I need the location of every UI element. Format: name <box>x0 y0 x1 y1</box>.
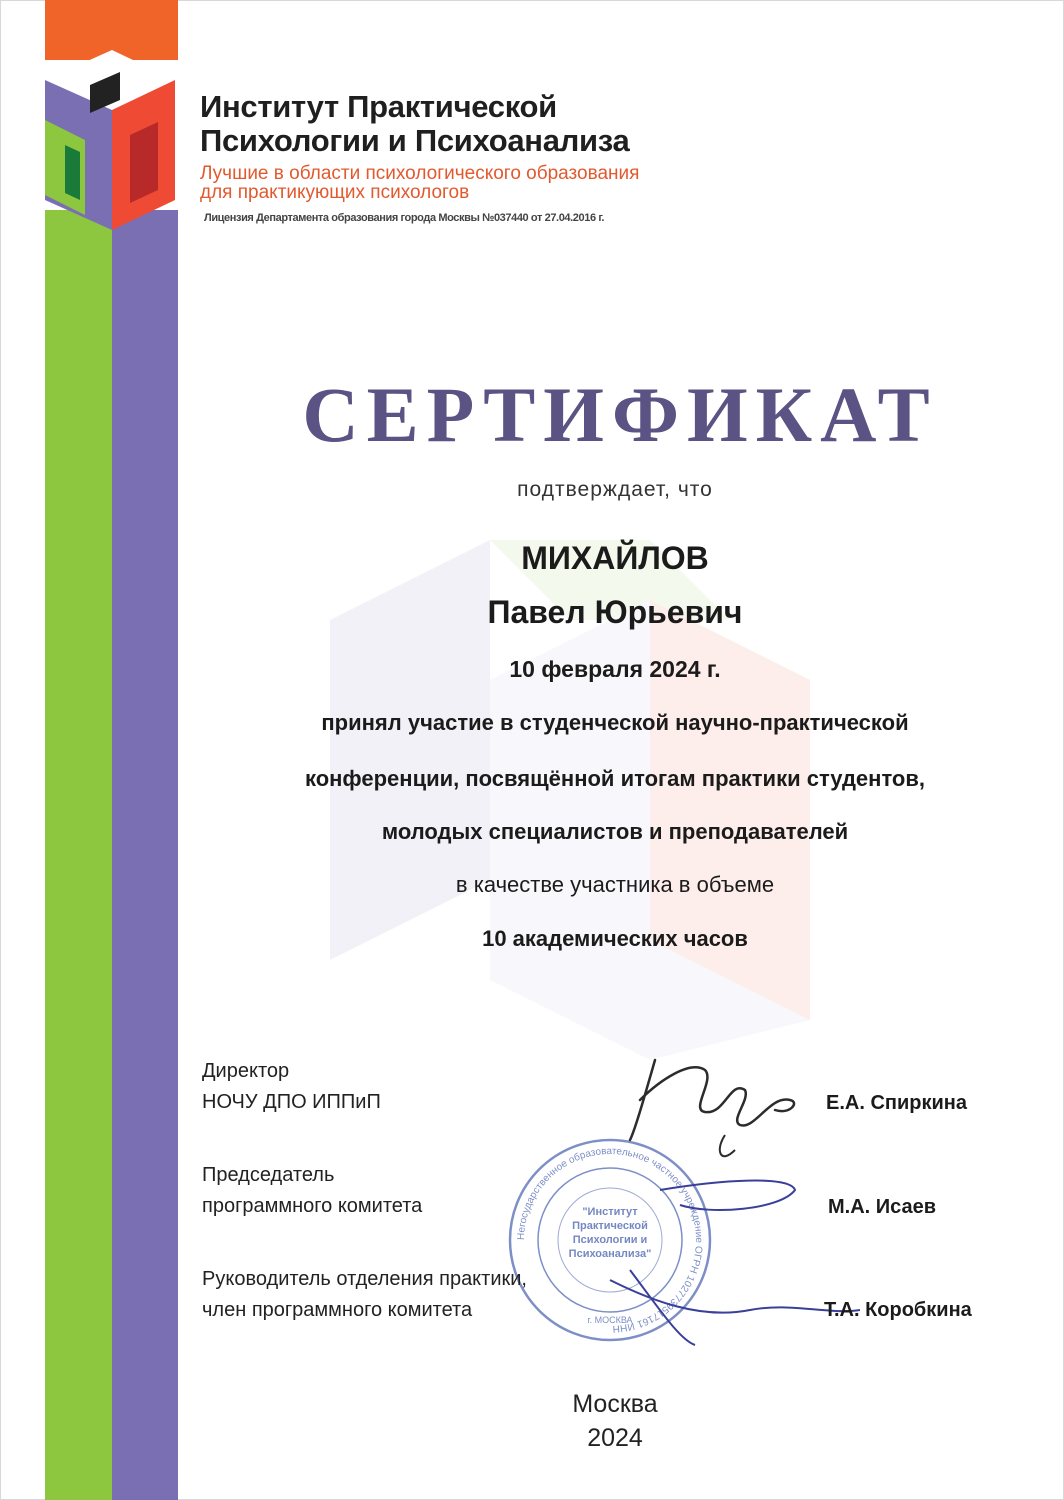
license-text: Лицензия Департамента образования города Москвы №037440 от 27.04.2016 г. <box>204 212 605 224</box>
organization-name-line1: Институт Практической <box>200 89 557 124</box>
signatory-3-title-line1: Руководитель отделения практики, <box>202 1268 527 1290</box>
issue-city: Москва <box>572 1390 658 1418</box>
role-line: в качестве участника в объеме <box>455 872 775 897</box>
organization-name <box>200 90 629 158</box>
body-line-3: молодых специалистов и преподавателей <box>381 819 849 844</box>
signatory-2-title <box>202 1160 422 1222</box>
organization-name-line2: Психологии и Психоанализа <box>200 123 630 158</box>
signatory-2-name: М.А. Исаев <box>828 1196 937 1218</box>
body-line-1: принял участие в студенческой научно-практической <box>321 710 909 735</box>
purple-stripe <box>112 210 178 1500</box>
signatory-1-title-line2: НОЧУ ДПО ИППиП <box>202 1091 381 1113</box>
organization-tagline <box>200 164 639 202</box>
stamp-center-text: "Институт Практической Психологии и Психоанализа" <box>568 1206 652 1260</box>
green-stripe <box>45 210 112 1500</box>
signatory-3-title-line2: член программного комитета <box>202 1299 473 1321</box>
hours-line: 10 академических часов <box>482 926 748 951</box>
tagline-line2: для практикующих психологов <box>200 182 470 203</box>
body-line-2: конференции, посвящённой итогам практики студентов, <box>304 766 926 791</box>
signatory-1-title <box>202 1056 381 1118</box>
signatory-2-title-line1: Председатель <box>202 1164 335 1186</box>
confirms-text: подтверждает, что <box>517 478 713 501</box>
certificate-title: СЕРТИФИКАТ <box>302 371 938 458</box>
stamp-bottom-text: г. МОСКВА <box>587 1315 633 1325</box>
signatory-1-name: Е.А. Спиркина <box>826 1092 967 1114</box>
recipient-surname: МИХАЙЛОВ <box>521 540 709 576</box>
institute-logo-icon <box>0 40 200 270</box>
tagline-line1: Лучшие в области психологического образования <box>200 163 640 184</box>
event-date: 10 февраля 2024 г. <box>509 656 721 682</box>
signatory-1-title-line1: Директор <box>202 1060 290 1082</box>
signatory-3-name: Т.А. Коробкина <box>824 1299 972 1321</box>
issue-year: 2024 <box>587 1424 643 1452</box>
signatory-2-title-line2: программного комитета <box>202 1195 423 1217</box>
recipient-given-names: Павел Юрьевич <box>487 594 743 630</box>
signatory-3-title <box>202 1264 527 1326</box>
handwritten-signatures-icon <box>540 1040 860 1360</box>
stamp-ring-text: Негосударственное образовательное частное учреждение ОГРН 1027739517161 ИНН <box>515 1145 705 1335</box>
